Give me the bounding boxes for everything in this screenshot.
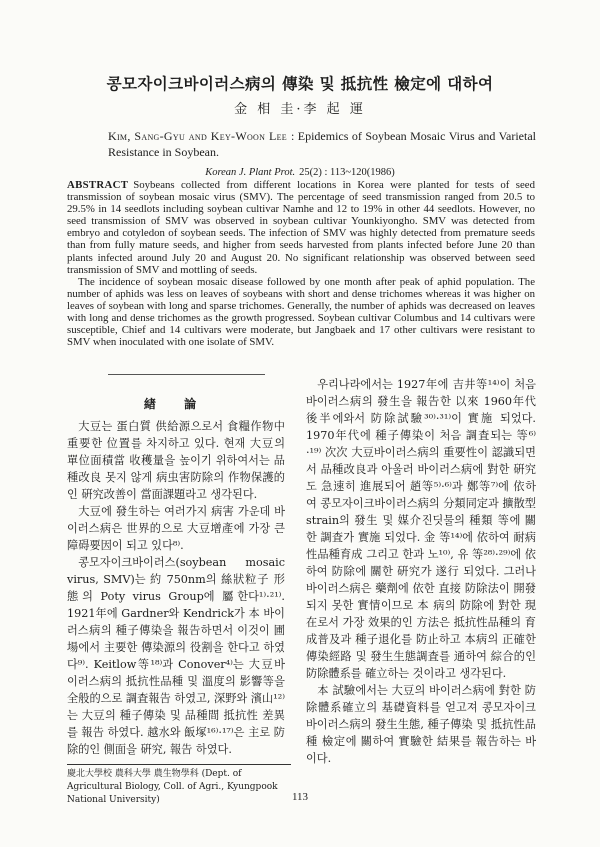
body-paragraph: 콩모자이크바이러스(soybean mosaic virus, SMV)는 約 750nm의 絲狀粒子 形態의 Poty virus Group에 屬한다¹⁾·²¹⁾. 1921年에 Gardner와 Kendrick가 本 바이러스病의 種子傳染을 報告하면서 이것이 圃場에서 主要한 傳染源의 役割을 한다고 하였다⁹⁾. Keitlow等¹⁸⁾과 Conover⁴⁾는 大豆바이러스病의 抵抗性品種 및 溫度의 影響等을 全般的으로 調査報告 하였고, 深野와 濱山¹²⁾는 大豆의 種子傳染 및 品種間 抵抗性 差異를 報告 하였다. 越水와 飯塚¹⁶⁾·¹⁷⁾은 主로 防除的인 側面을 硏究, 報告 하였다.	[67, 556, 285, 756]
english-byline	[108, 129, 536, 160]
journal-name: Korean J. Plant Prot.	[205, 167, 296, 178]
right-column	[306, 376, 536, 767]
english-title: : Epidemics of Soybean Mosaic Virus and Varietal Resistance in Soybean.	[108, 129, 536, 159]
english-authors: Kim, Sang-Gyu and Key-Woon Lee	[108, 129, 287, 143]
journal-volume-pages: 25(2) : 113~120(1986)	[299, 167, 395, 178]
affiliation-footnote: 慶北大學校 農科大學 農生物學科 (Dept. of Agricultural Biology, Coll. of Agri., Kyungpook National University)	[67, 764, 291, 807]
body-paragraph: 本 試驗에서는 大豆의 바이러스病에 對한 防除體系確立의 基礎資料를 얻고져 콩모자이크바이러스病의 發生生態, 種子傳染 및 抵抗性品種 檢定에 關하여 實驗한 結果를 報告하는 바이다.	[306, 684, 536, 765]
korean-authors: 金 相 圭·李 起 運	[234, 102, 366, 117]
section-heading-introduction: 緖 論	[143, 397, 209, 411]
journal-citation	[0, 166, 600, 179]
abstract-paragraph	[67, 179, 535, 276]
abstract	[67, 179, 535, 348]
section-divider	[108, 374, 265, 375]
abstract-label: ABSTRACT	[67, 179, 129, 191]
paper-title: 콩모자이크바이러스病의 傳染 및 抵抗性 檢定에 대하여	[106, 74, 494, 93]
abstract-paragraph: The incidence of soybean mosaic disease followed by one month after peak of aphid population. The number of aphids was less on leaves of soybeans with short and dense trichomes whereas it was higher on leaves of soybean with long and sparse trichomes. Generally, the number of aphids was decreased on leaves with long and dense trichomes as the growth progressed. Soybean cultivar Columbus and 14 cultivars were susceptible, Chief and 14 cultivars were moderate, but Jangbaek and 17 other cultivars were resistant to SMV when inoculated with one isolate of SMV.	[67, 275, 535, 349]
body-paragraph: 大豆에 發生하는 여러가지 病害 가운데 바이러스病은 世界的으로 大豆增產에 가장 큰 障碍要因이 되고 있다⁸⁾.	[67, 505, 285, 552]
page-number: 113	[291, 791, 309, 803]
body-paragraph: 우리나라에서는 1927年에 吉井等¹⁴⁾이 처음 바이러스病의 發生을 報告한 以來 1960年代 後半에와서 防除試驗³⁰⁾·³¹⁾이 實施 되었다. 1970年代에 種子傳染이 처음 調査되는 等⁶⁾·¹⁹⁾ 次次 大豆바이러스病의 重要性이 認識되면서 品種改良과 아울러 바이러스病에 對한 硏究도 急速히 進展되어 趙等⁵⁾·⁶⁾과 鄭等⁷⁾에 依하여 콩모자이크바이러스病의 分類同定과 擴散型 strain의 發生 및 媒介진딧물의 種類 等에 關한 調査가 實施 되었다. 金 等¹⁴⁾에 依하여 耐病性品種育成 그리고 한과 노¹⁰⁾, 유 等²⁸⁾·²⁹⁾에 依하여 防除에 關한 硏究가 遂行 되었다. 그러나 바이러스病은 藥劑에 依한 直接 防除法이 開發되지 못한 實情이므로 本 病의 防除에 對한 現在로서 가장 效果的인 方法은 抵抗性品種의 育成普及과 種子退化를 防止하고 本病의 正確한 傳染經路 및 發生生態調査를 通하여 綜合的인 防除體系를 確立하는 것이라고 생각된다.	[306, 378, 536, 680]
body-paragraph: 大豆는 蛋白質 供給源으로서 食糧作物中 重要한 位置를 차지하고 있다. 현재 大豆의 單位面積當 收穫量을 높이기 위하여서는 品種改良 못지 않게 病虫害防除의 作物保護的인 硏究改善이 當面課題라고 생각된다.	[67, 420, 285, 501]
abstract-text: Soybeans collected from different locations in Korea were planted for tests of seed transmission of soybean mosaic virus (SMV). The percentage of seed transmission ranged from 20.5 to 29.5% in 14 seedlots including soybean cultivar Namhe and 12 to 19% in other 44 seedlots. However, no seed transmission of SMV was observed in soybean cultivar Younkiyongho. SMV was detected from embryo and cotyledon of soybean seeds. The infection of SMV was highly detected from premature seeds than from fully mature seeds, and higher from seeds harvested from plants infected before June 20 than plants infected around July 20 and August 20. No significant relationship was observed between seed transmission of SMV and mottling of seeds.	[67, 179, 535, 276]
left-column	[67, 396, 285, 807]
